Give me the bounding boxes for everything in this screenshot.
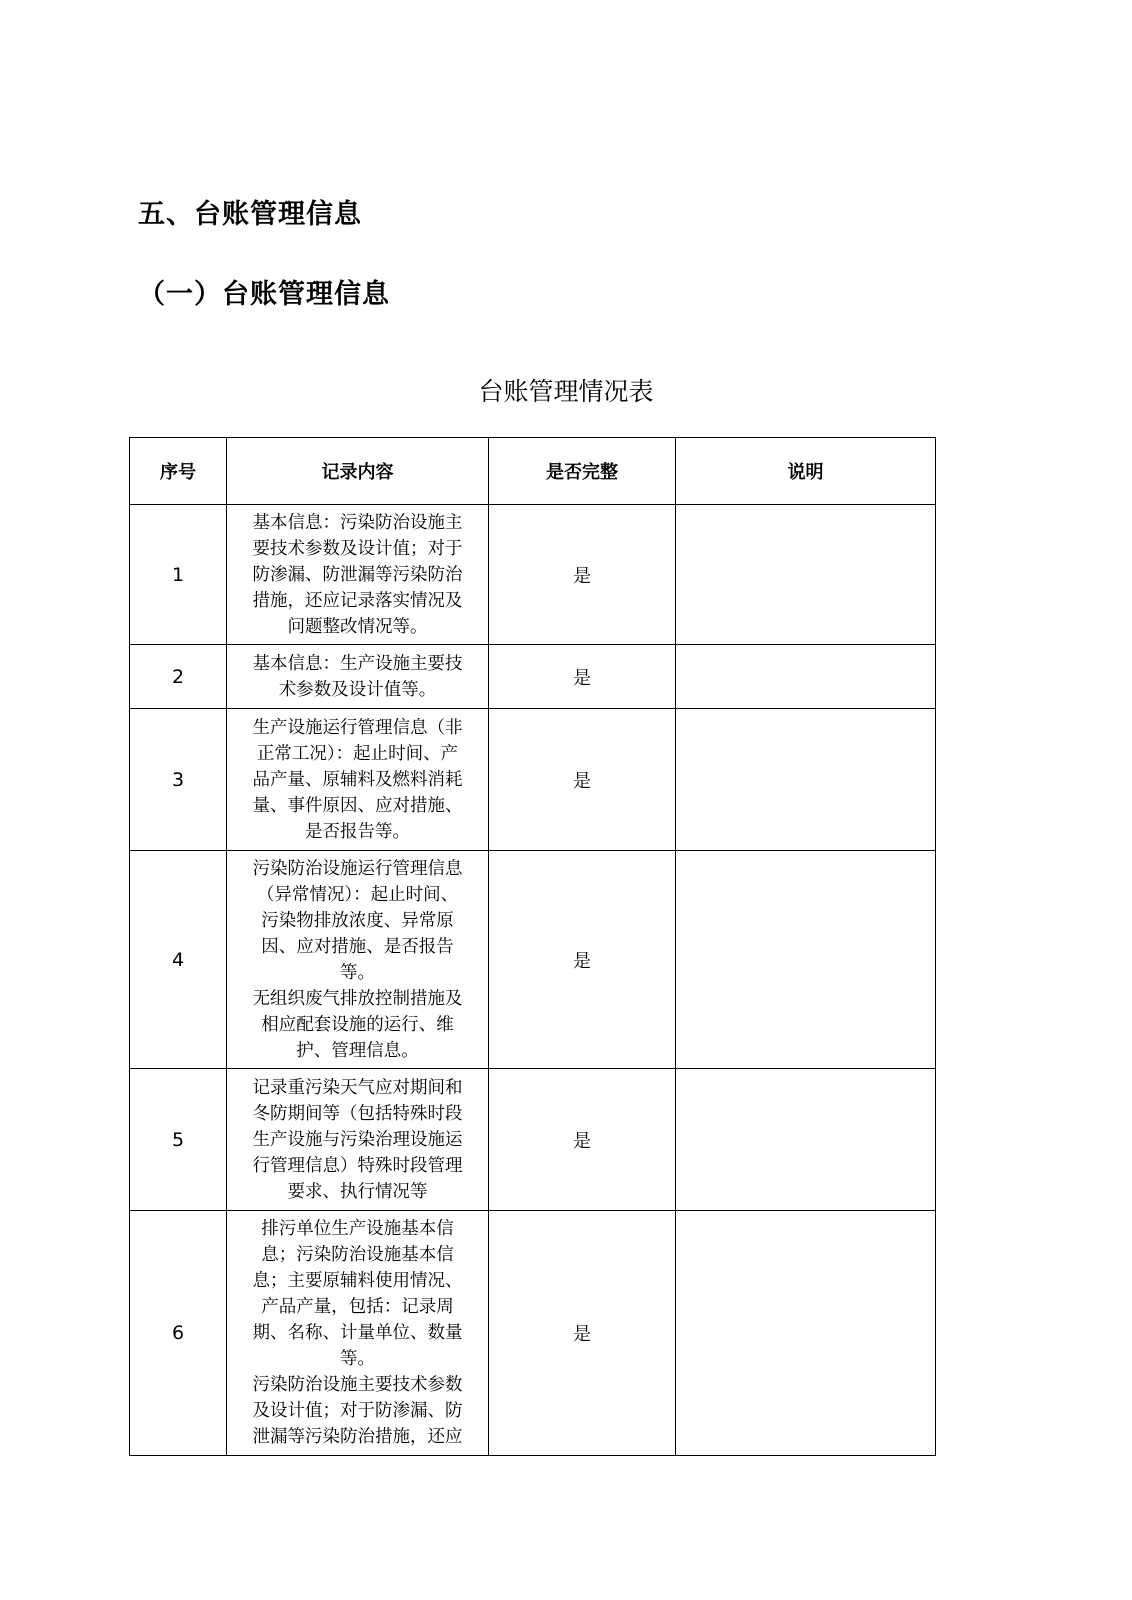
content-line: 生产设施与污染治理设施运 — [252, 1129, 463, 1150]
header-seq: 序号 — [130, 438, 227, 505]
content-line: 防渗漏、防泄漏等污染防治 — [252, 564, 463, 585]
row-remark — [676, 505, 936, 645]
content-line: 生产设施运行管理信息（非 — [252, 717, 463, 738]
content-line: 基本信息：污染防治设施主 — [252, 512, 463, 533]
table-row — [130, 851, 936, 1069]
row-seq: 3 — [130, 709, 227, 851]
row-complete: 是 — [489, 505, 676, 645]
header-complete: 是否完整 — [489, 438, 676, 505]
row-remark — [676, 1211, 936, 1456]
content-line: 要技术参数及设计值；对于 — [252, 538, 463, 559]
content-line: 相应配套设施的运行、维 — [261, 1014, 454, 1035]
content-line: 污染防治设施运行管理信息 — [252, 858, 463, 879]
row-seq: 4 — [130, 851, 227, 1069]
content-line: 品产量、原辅料及燃料消耗 — [252, 769, 463, 790]
content-line: 息；污染防治设施基本信 — [261, 1245, 454, 1265]
row-seq: 2 — [130, 645, 227, 709]
content-line: 污染防治设施主要技术参数 — [252, 1375, 463, 1395]
content-line: 记录重污染天气应对期间和 — [252, 1077, 463, 1098]
row-content — [227, 645, 489, 709]
row-content — [227, 1211, 489, 1456]
content-line: 措施，还应记录落实情况及 — [252, 590, 463, 611]
row-complete: 是 — [489, 1069, 676, 1211]
content-line: 及设计值；对于防渗漏、防 — [252, 1401, 463, 1421]
table-title: 台账管理情况表 — [478, 377, 654, 406]
content-line: 排污单位生产设施基本信 — [261, 1219, 454, 1239]
table-header-row — [130, 438, 936, 505]
content-line: 等。 — [340, 962, 375, 983]
content-line: 泄漏等污染防治措施，还应 — [252, 1427, 463, 1447]
row-remark — [676, 851, 936, 1069]
table-row — [130, 505, 936, 645]
content-line: 行管理信息）特殊时段管理 — [252, 1155, 463, 1176]
row-content — [227, 709, 489, 851]
table-row — [130, 645, 936, 709]
header-remark: 说明 — [676, 438, 936, 505]
content-line: 要求、执行情况等 — [287, 1181, 428, 1202]
row-seq: 1 — [130, 505, 227, 645]
subsection-heading: （一）台账管理信息 — [138, 279, 390, 310]
content-line: 无组织废气排放控制措施及 — [252, 988, 463, 1009]
table-row — [130, 1069, 936, 1211]
row-content — [227, 851, 489, 1069]
content-line: 产品产量，包括：记录周 — [261, 1297, 454, 1317]
row-complete: 是 — [489, 645, 676, 709]
content-line: 基本信息：生产设施主要技 — [252, 653, 463, 674]
content-line: 量、事件原因、应对措施、 — [252, 795, 463, 816]
row-content — [227, 505, 489, 645]
row-complete: 是 — [489, 709, 676, 851]
header-content: 记录内容 — [227, 438, 489, 505]
table-row — [130, 709, 936, 851]
table-row — [130, 1211, 936, 1456]
row-complete: 是 — [489, 1211, 676, 1456]
content-line: 期、名称、计量单位、数量 — [252, 1323, 463, 1343]
section-heading: 五、台账管理信息 — [138, 199, 362, 230]
content-line: 污染物排放浓度、异常原 — [261, 910, 454, 931]
content-line: 因、应对措施、是否报告 — [261, 936, 454, 957]
content-line: 护、管理信息。 — [296, 1040, 419, 1061]
content-line: （异常情况）：起止时间、 — [256, 884, 459, 905]
row-remark — [676, 645, 936, 709]
content-line: 正常工况）：起止时间、产 — [256, 743, 459, 764]
content-line: 是否报告等。 — [305, 821, 410, 842]
row-seq: 6 — [130, 1211, 227, 1456]
row-content — [227, 1069, 489, 1211]
row-seq: 5 — [130, 1069, 227, 1211]
content-line: 等。 — [340, 1349, 375, 1369]
content-line: 息；主要原辅料使用情况、 — [252, 1271, 463, 1291]
content-line: 问题整改情况等。 — [287, 616, 428, 637]
ledger-table — [129, 437, 936, 1456]
content-line: 术参数及设计值等。 — [278, 679, 437, 700]
row-remark — [676, 709, 936, 851]
row-remark — [676, 1069, 936, 1211]
row-complete: 是 — [489, 851, 676, 1069]
content-line: 冬防期间等（包括特殊时段 — [252, 1103, 463, 1124]
